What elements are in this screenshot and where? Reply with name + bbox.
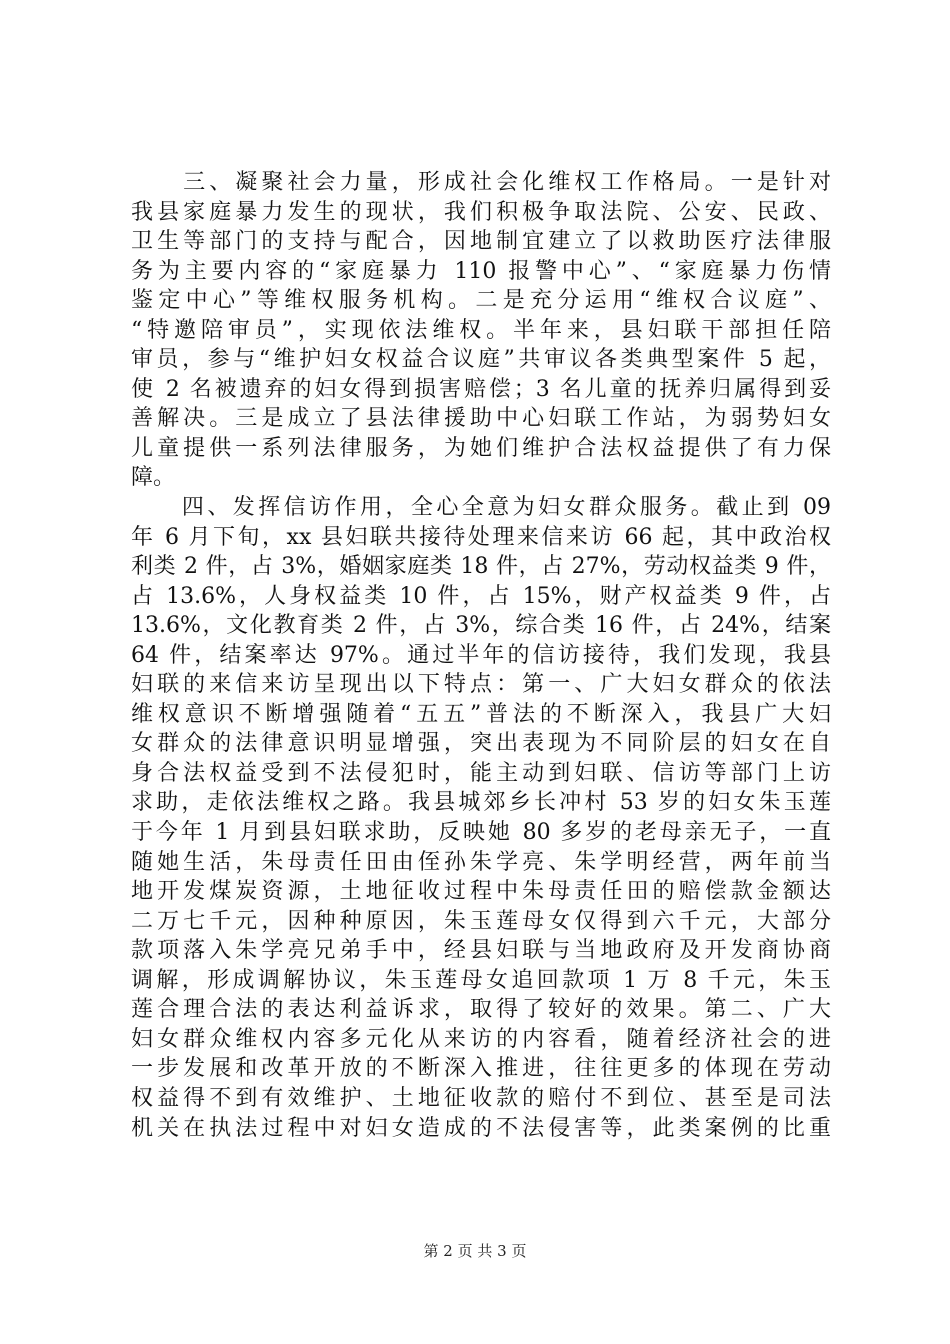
- text-line: 机关在执法过程中对妇女造成的不法侵害等，此类案例的比重: [131, 1115, 831, 1141]
- text-line: 款项落入朱学亮兄弟手中，经县妇联与当地政府及开发商协商: [131, 938, 831, 964]
- text-line: 地开发煤炭资源，土地征收过程中朱母责任田的赔偿款金额达: [131, 879, 831, 905]
- text-line: 求助，走依法维权之路。我县城郊乡长冲村 53 岁的妇女朱玉莲: [131, 790, 831, 816]
- text-line: 13.6%，文化教育类 2 件，占 3%，综合类 16 件，占 24%，结案: [131, 613, 831, 639]
- text-line: 卫生等部门的支持与配合，因地制宜建立了以救助医疗法律服: [131, 229, 831, 255]
- text-line: 利类 2 件，占 3%，婚姻家庭类 18 件，占 27%，劳动权益类 9 件，: [131, 554, 831, 580]
- text-line: 务为主要内容的“家庭暴力 110 报警中心”、“家庭暴力伤情: [131, 258, 831, 284]
- text-line: “特邀陪审员”，实现依法维权。半年来，县妇联干部担任陪: [131, 317, 831, 343]
- text-line: 一步发展和改革开放的不断深入推进，往往更多的体现在劳动: [131, 1056, 831, 1082]
- text-line: 四、发挥信访作用，全心全意为妇女群众服务。截止到 09: [131, 495, 831, 521]
- text-line: 身合法权益受到不法侵犯时，能主动到妇联、信访等部门上访: [131, 760, 831, 786]
- text-line: 妇女群众维权内容多元化从来访的内容看，随着经济社会的进: [131, 1026, 831, 1052]
- text-line: 儿童提供一系列法律服务，为她们维护合法权益提供了有力保: [131, 435, 831, 461]
- text-line: 64 件，结案率达 97%。通过半年的信访接待，我们发现，我县: [131, 642, 831, 668]
- text-line: 权益得不到有效维护、土地征收款的赔付不到位、甚至是司法: [131, 1085, 831, 1111]
- text-line: 二万七千元，因种种原因，朱玉莲母女仅得到六千元，大部分: [131, 908, 831, 934]
- text-line: 审员，参与“维护妇女权益合议庭”共审议各类典型案件 5 起，: [131, 347, 831, 373]
- text-line: 于今年 1 月到县妇联求助，反映她 80 多岁的老母亲无子，一直: [131, 820, 831, 846]
- text-line: 占 13.6%，人身权益类 10 件，占 15%，财产权益类 9 件，占: [131, 583, 831, 609]
- text-line: 我县家庭暴力发生的现状，我们积极争取法院、公安、民政、: [131, 199, 831, 225]
- text-line: 妇联的来信来访呈现出以下特点：第一、广大妇女群众的依法: [131, 672, 831, 698]
- text-line: 女群众的法律意识明显增强，突出表现为不同阶层的妇女在自: [131, 731, 831, 757]
- text-line: 年 6 月下旬，xx 县妇联共接待处理来信来访 66 起，其中政治权: [131, 524, 831, 550]
- document-body: [131, 168, 831, 1143]
- text-line: 善解决。三是成立了县法律援助中心妇联工作站，为弱势妇女: [131, 406, 831, 432]
- text-line: 随她生活，朱母责任田由侄孙朱学亮、朱学明经营，两年前当: [131, 849, 831, 875]
- page-number-footer: 第 2 页 共 3 页: [423, 1242, 527, 1260]
- text-line: 维权意识不断增强随着“五五”普法的不断深入，我县广大妇: [131, 701, 831, 727]
- text-line: 调解，形成调解协议，朱玉莲母女追回款项 1 万 8 千元，朱玉: [131, 967, 831, 993]
- text-line: 使 2 名被遗弃的妇女得到损害赔偿；3 名儿童的抚养归属得到妥: [131, 376, 831, 402]
- text-line: 鉴定中心”等维权服务机构。二是充分运用“维权合议庭”、: [131, 288, 831, 314]
- text-line: 三、凝聚社会力量，形成社会化维权工作格局。一是针对: [131, 170, 831, 195]
- text-line: 障。: [131, 465, 176, 491]
- text-line: 莲合理合法的表达利益诉求，取得了较好的效果。第二、广大: [131, 997, 831, 1023]
